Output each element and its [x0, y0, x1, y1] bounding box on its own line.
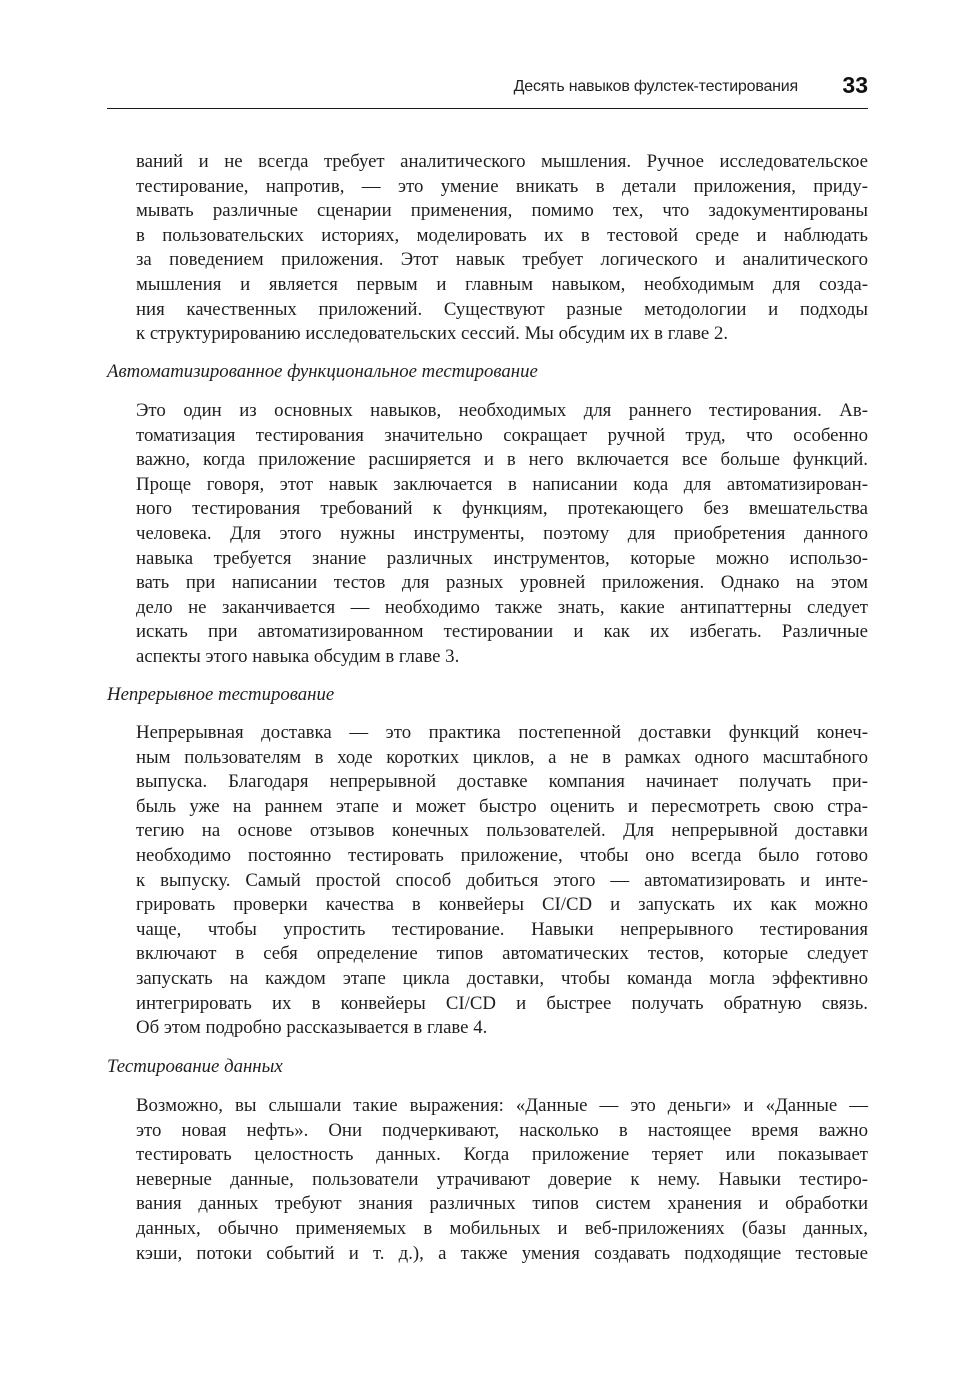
text-line: ния качественных приложений. Существуют разные методологии и подходы — [136, 298, 868, 320]
text-line: Непрерывная доставка — это практика постепенной доставки функций конеч- — [136, 722, 868, 743]
page-number: 33 — [842, 72, 868, 98]
text-line: данных, обычно применяемых в мобильных и веб-приложениях (базы данных, — [136, 1217, 868, 1239]
text-line: к структурированию исследовательских сессий. Мы обсудим их в главе 2. — [136, 323, 729, 345]
text-line: тестирование, напротив, — это умение вникать в детали приложения, приду- — [136, 175, 868, 197]
text-line: мышления и является первым и главным навыком, необходимым для созда- — [136, 273, 868, 295]
text-line: запускать на каждом этапе цикла доставки, чтобы команда могла эффективно — [136, 967, 868, 989]
text-line: Проще говоря, этот навык заключается в написании кода для автоматизирован- — [136, 473, 868, 495]
text-line: грировать проверки качества в конвейеры CI/CD и запускать их как можно — [136, 894, 868, 916]
text-line: вать при написании тестов для разных уровней приложения. Однако на этом — [136, 572, 868, 594]
text-line: ным пользователям в ходе коротких циклов, а не в рамках одного масштабного — [136, 746, 868, 768]
text-line: мывать различные сценарии применения, помимо тех, что задокументированы — [136, 200, 868, 222]
text-line: искать при автоматизированном тестировании и как их избегать. Различные — [136, 621, 868, 643]
text-line: чаще, чтобы упростить тестирование. Навыки непрерывного тестирования — [136, 918, 868, 940]
text-line: ваний и не всегда требует аналитического мышления. Ручное исследовательское — [136, 151, 868, 172]
paragraph-continuous-testing — [136, 721, 868, 1041]
text-line: неверные данные, пользователи утрачивают доверие к нему. Навыки тестиро- — [136, 1168, 868, 1190]
text-line: тегию на основе отзывов конечных пользователей. Для непрерывной доставки — [136, 820, 868, 842]
text-line: выпуска. Благодаря непрерывной доставке компания начинает получать при- — [136, 771, 868, 793]
paragraph-exploratory-continuation — [136, 150, 868, 347]
text-line: аспекты этого навыка обсудим в главе 3. — [136, 645, 460, 667]
text-line: необходимо постоянно тестировать приложение, чтобы оно всегда было готово — [136, 844, 868, 866]
text-line: Об этом подробно рассказывается в главе 4. — [136, 1017, 488, 1039]
text-line: навыка требуется знание различных инструментов, которые можно использо- — [136, 547, 868, 569]
text-line: Возможно, вы слышали такие выражения: «Данные — это деньги» и «Данные — — [136, 1095, 868, 1116]
running-header — [107, 68, 868, 109]
text-line: интегрировать их в конвейеры CI/CD и быстрее получать обратную связь. — [136, 992, 868, 1014]
text-line: человека. Для этого нужны инструменты, поэтому для приобретения данного — [136, 522, 868, 544]
text-line: дело не заканчивается — необходимо также знать, какие антипаттерны следует — [136, 596, 868, 618]
paragraph-data-testing — [136, 1094, 868, 1266]
section-heading-continuous-testing: Непрерывное тестирование — [107, 684, 335, 705]
paragraph-automated-testing — [136, 399, 868, 670]
text-line: ного тестирования требований к функциям, протекающего без вмешательства — [136, 498, 868, 520]
text-line: кэши, потоки событий и т. д.), а также умения создавать подходящие тестовые — [136, 1242, 868, 1264]
text-line: за поведением приложения. Этот навык требует логического и аналитического — [136, 249, 868, 271]
running-header-title: Десять навыков фулстек-тестирования — [513, 78, 798, 95]
text-line: тестировать целостность данных. Когда приложение теряет или показывает — [136, 1144, 868, 1166]
text-line: к выпуску. Самый простой способ добиться этого — автоматизировать и инте- — [136, 869, 868, 891]
section-heading-automated-testing: Автоматизированное функциональное тестирование — [107, 361, 538, 382]
text-line: в пользовательских историях, моделировать их в тестовой среде и наблюдать — [136, 224, 868, 246]
text-line: Это один из основных навыков, необходимых для раннего тестирования. Ав- — [136, 400, 868, 421]
text-line: включают в себя определение типов автоматических тестов, которые следует — [136, 943, 868, 965]
text-line: это новая нефть». Они подчеркивают, насколько в настоящее время важно — [136, 1119, 868, 1141]
text-line: быль уже на раннем этапе и может быстро оценить и пересмотреть свою стра- — [136, 795, 868, 817]
text-line: вания данных требуют знания различных типов систем хранения и обработки — [136, 1193, 868, 1215]
text-line: томатизация тестирования значительно сокращает ручной труд, что особенно — [136, 424, 868, 446]
text-line: важно, когда приложение расширяется и в него включается все больше функций. — [136, 449, 868, 471]
section-heading-data-testing: Тестирование данных — [107, 1056, 283, 1077]
